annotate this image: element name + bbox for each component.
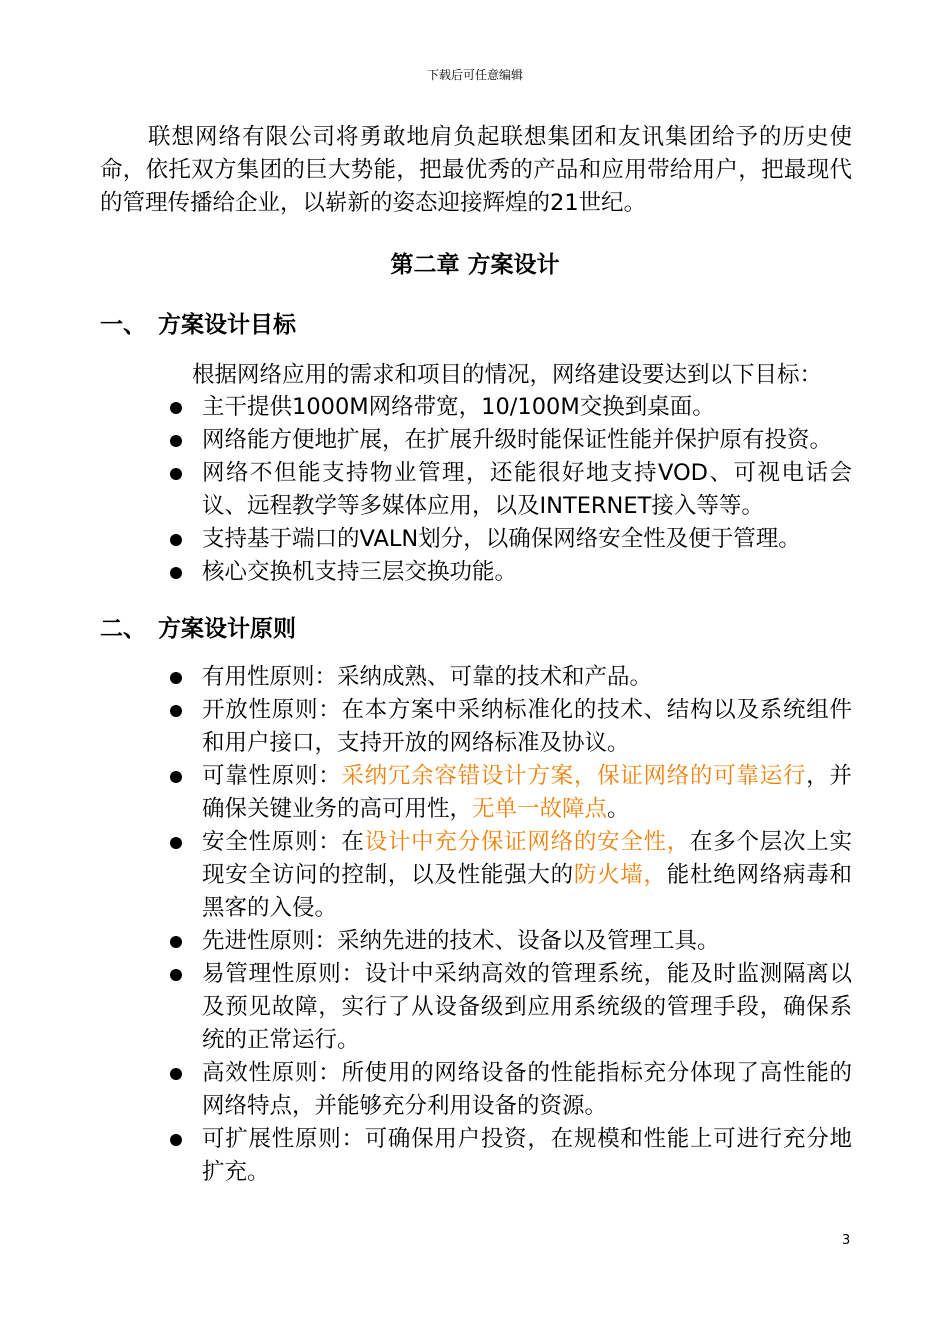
principle-list [0,661,950,1189]
list-item-efficiency: 高效性原则：所使用的网络设备的性能指标充分体现了高性能的网络特点，并能够充分利用设备的资源。 [0,1057,950,1123]
section2-title: 方案设计原则 [158,616,296,642]
section2-number: 二、 [100,616,146,642]
bullet-icon [170,534,182,546]
intro-paragraph: 联想网络有限公司将勇敢地肩负起联想集团和友讯集团给予的历史使命，依托双方集团的巨大势能，把最优秀的产品和应用带给用户，把最现代的管理传播给企业，以崭新的姿态迎接辉煌的21世纪。 [100,124,852,216]
list-item-advanced: 先进性原则：采纳先进的技术、设备以及管理工具。 [0,925,950,958]
highlight-text: 防火墙， [573,862,667,888]
section2-heading [100,610,296,643]
list-item: 主干提供1000M网络带宽，10/100M交换到桌面。 [0,391,950,424]
bullet-icon [170,771,182,783]
highlight-text: 采纳冗余容错设计方案，保证网络的可靠运行 [341,763,807,789]
bullet-icon [170,567,182,579]
section1-title: 方案设计目标 [158,312,296,338]
bullet-icon [170,837,182,849]
section1-number: 一、 [100,312,146,338]
page-header: 下载后可任意编辑 [426,68,523,82]
list-item-security: 安全性原则：在设计中充分保证网络的安全性，在多个层次上实现安全访问的控制，以及性能强大的防火墙，能杜绝网络病毒和黑客的入侵。 [0,826,950,925]
bullet-icon [170,672,182,684]
list-item: 网络不但能支持物业管理，还能很好地支持VOD、可视电话会议、远程教学等多媒体应用，以及INTERNET接入等等。 [0,457,950,523]
list-item-scalability: 可扩展性原则：可确保用户投资，在规模和性能上可进行充分地扩充。 [0,1123,950,1189]
list-item-openness: 开放性原则：在本方案中采纳标准化的技术、结构以及系统组件和用户接口，支持开放的网络标准及协议。 [0,694,950,760]
bullet-icon [170,936,182,948]
list-item-reliability: 可靠性原则：采纳冗余容错设计方案，保证网络的可靠运行，并确保关键业务的高可用性，无单一故障点。 [0,760,950,826]
chapter-title: 第二章 方案设计 [390,252,560,278]
bullet-icon [170,402,182,414]
list-item: 支持基于端口的VALN划分，以确保网络安全性及便于管理。 [0,523,950,556]
list-item: 核心交换机支持三层交换功能。 [0,556,950,589]
bullet-icon [170,435,182,447]
section1-heading [100,306,296,339]
bullet-icon [170,705,182,717]
page-number: 3 [842,1233,851,1248]
bullet-icon [170,468,182,480]
bullet-icon [170,969,182,981]
highlight-text: 设计中充分保证网络的安全性， [364,829,691,855]
bullet-icon [170,1068,182,1080]
goal-list [0,391,950,589]
list-item: 网络能方便地扩展，在扩展升级时能保证性能并保护原有投资。 [0,424,950,457]
bullet-icon [170,1134,182,1146]
section1-intro: 根据网络应用的需求和项目的情况，网络建设要达到以下目标： [192,362,823,388]
list-item-usability: 有用性原则：采纳成熟、可靠的技术和产品。 [0,661,950,694]
highlight-text: 无单一故障点 [472,796,608,822]
list-item-manageability: 易管理性原则：设计中采纳高效的管理系统，能及时监测隔离以及预见故障，实行了从设备级到应用系统级的管理手段，确保系统的正常运行。 [0,958,950,1057]
